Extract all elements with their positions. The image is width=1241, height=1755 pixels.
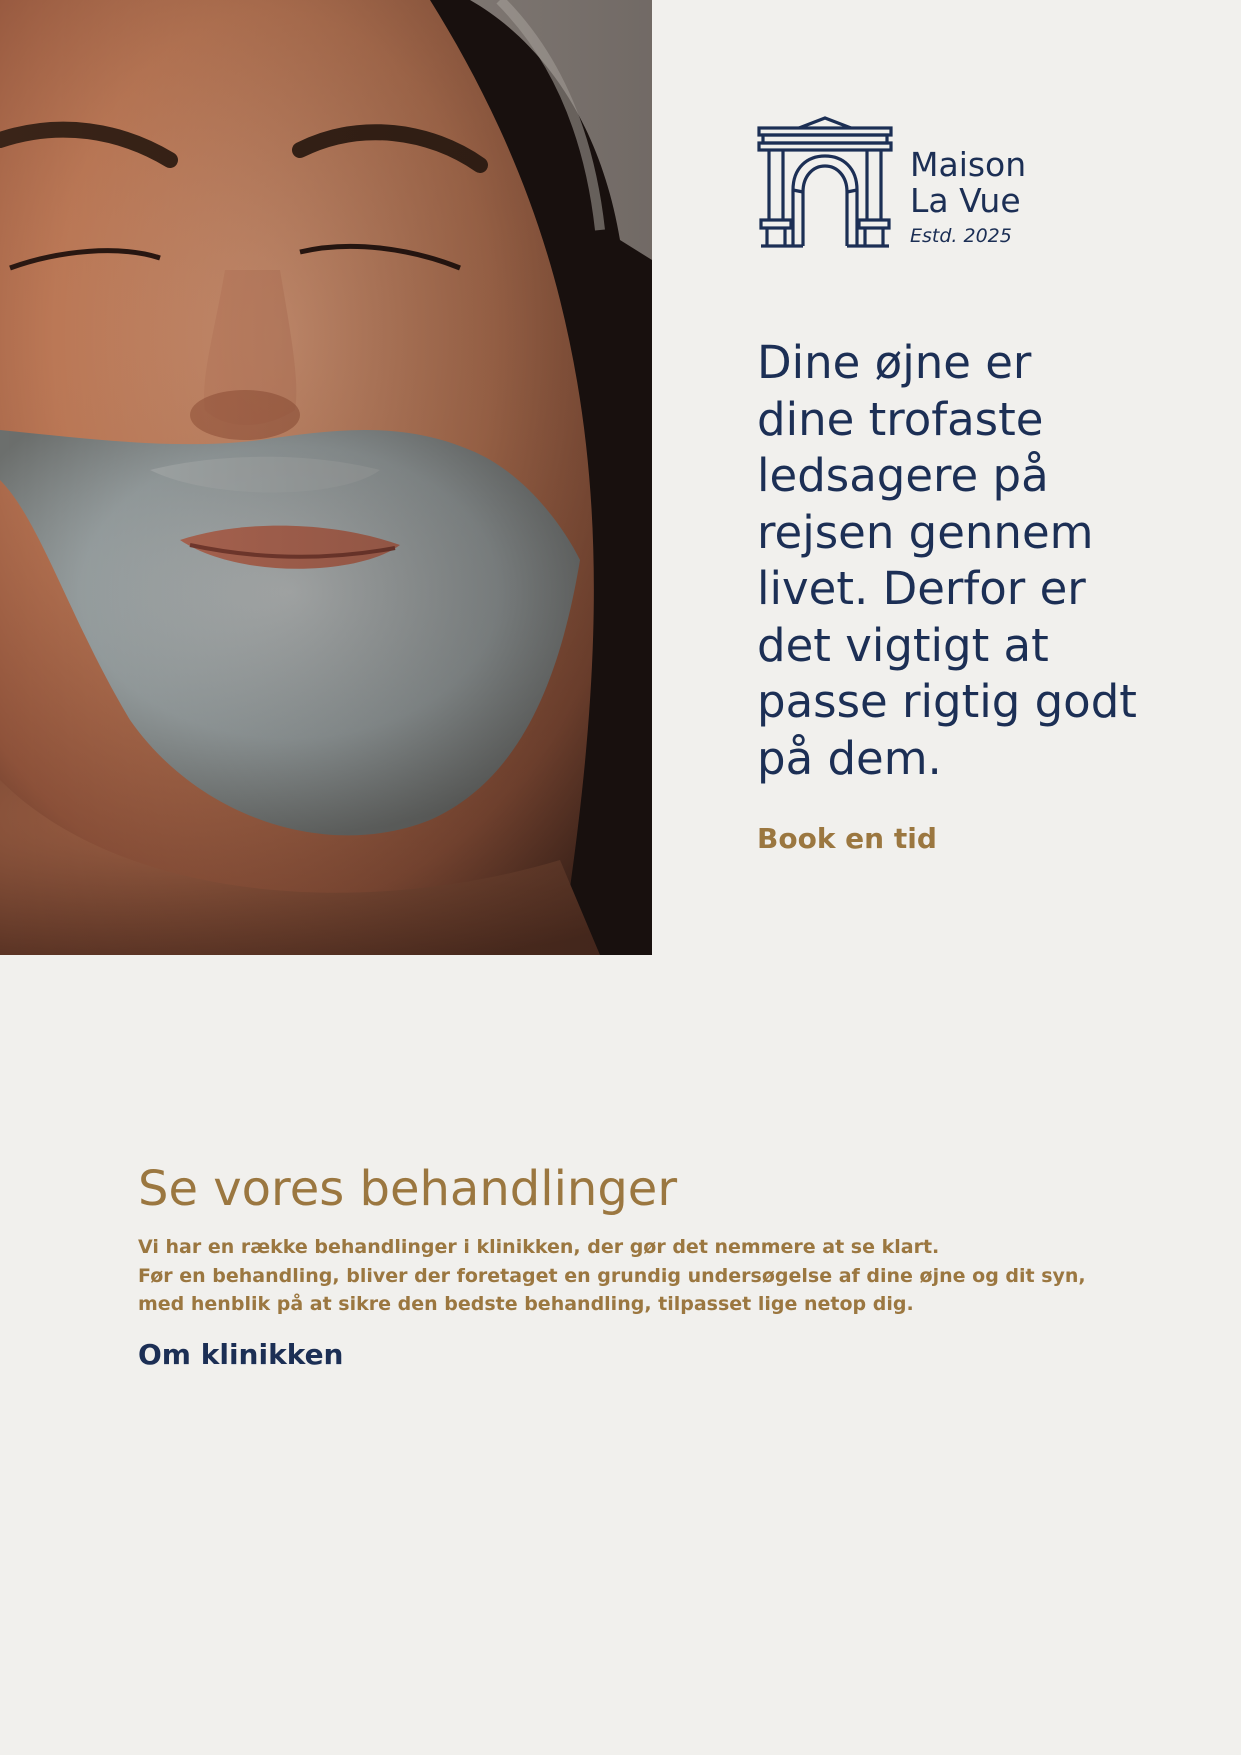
tagline-line: rejsen gennem (757, 505, 1094, 559)
treatments-description-line: Vi har en række behandlinger i klinikken, der gør det nemmere at se klart. (138, 1236, 940, 1258)
archway-icon (757, 116, 893, 250)
treatments-title: Se vores behandlinger (138, 1161, 678, 1217)
brand-name (910, 147, 1026, 249)
tagline-line: livet. Derfor er (757, 562, 1086, 615)
tagline-line: på dem. (757, 731, 942, 785)
portrait-image (0, 0, 652, 955)
tagline-line: passe rigtig godt (757, 675, 1137, 728)
brand-logo (757, 116, 1057, 256)
treatments-description (138, 1233, 1158, 1319)
tagline-line: ledsagere på (757, 449, 1049, 502)
tagline-line: det vigtigt at (757, 618, 1049, 672)
hero-photo (0, 0, 652, 955)
hero-tagline (757, 335, 1207, 787)
brand-established: Estd. 2025 (910, 225, 1012, 247)
treatments-description-line: med henblik på at sikre den bedste behandling, tilpasset lige netop dig. (138, 1293, 914, 1315)
treatments-description-line: Før en behandling, bliver der foretaget en grundig undersøgelse af dine øjne og dit syn, (138, 1264, 1086, 1287)
tagline-line: Dine øjne er (757, 336, 1032, 389)
book-appointment-link[interactable]: Book en tid (757, 822, 937, 855)
brand-name-line-1: Maison (910, 145, 1027, 184)
about-clinic-link[interactable]: Om klinikken (138, 1338, 344, 1371)
brand-name-line-2: La Vue (910, 181, 1021, 220)
tagline-line: dine trofaste (757, 392, 1044, 446)
